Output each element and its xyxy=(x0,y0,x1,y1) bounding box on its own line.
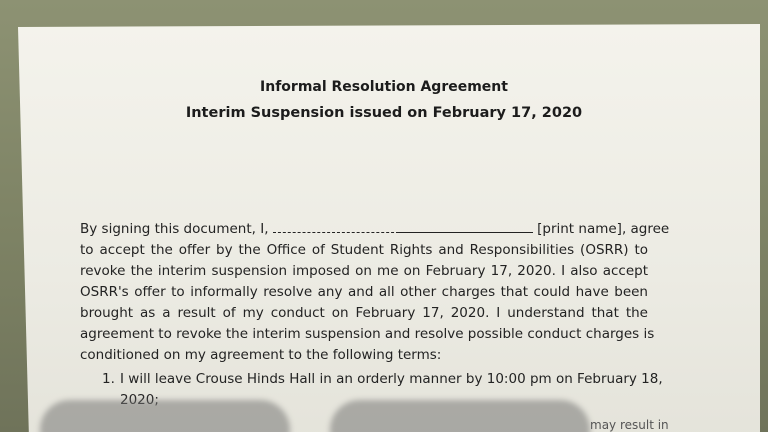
paragraph-line-4: OSRR's offer to informally resolve any and all other charges that could have been xyxy=(80,284,648,300)
name-blank-dashed xyxy=(273,222,399,233)
cutoff-text: may result in xyxy=(590,418,669,432)
paragraph-line-7: conditioned on my agreement to the following terms: xyxy=(80,347,442,363)
document-title: Informal Resolution Agreement xyxy=(260,79,508,95)
thumb-shadow-left xyxy=(40,400,290,432)
paragraph-line-1-pre: By signing this document, I, xyxy=(80,221,269,237)
list-item-line-1: I will leave Crouse Hinds Hall in an orderly manner by 10:00 pm on February 18, xyxy=(120,371,663,387)
paragraph-line-2: to accept the offer by the Office of Student Rights and Responsibilities (OSRR) to xyxy=(80,242,648,258)
thumb-shadow-right xyxy=(330,400,590,432)
name-blank-solid xyxy=(399,222,533,233)
document-subtitle: Interim Suspension issued on February 17, 2020 xyxy=(185,105,583,121)
paragraph-line-1 xyxy=(80,221,670,237)
paragraph-line-1-post: [print name], agree xyxy=(537,221,670,237)
paragraph-line-5: brought as a result of my conduct on February 17, 2020. I understand that the xyxy=(80,305,648,321)
list-item-number: 1. xyxy=(102,371,115,387)
paragraph-line-3: revoke the interim suspension imposed on me on February 17, 2020. I also accept xyxy=(80,263,648,279)
paragraph-line-6: agreement to revoke the interim suspension and resolve possible conduct charges is xyxy=(80,326,655,342)
